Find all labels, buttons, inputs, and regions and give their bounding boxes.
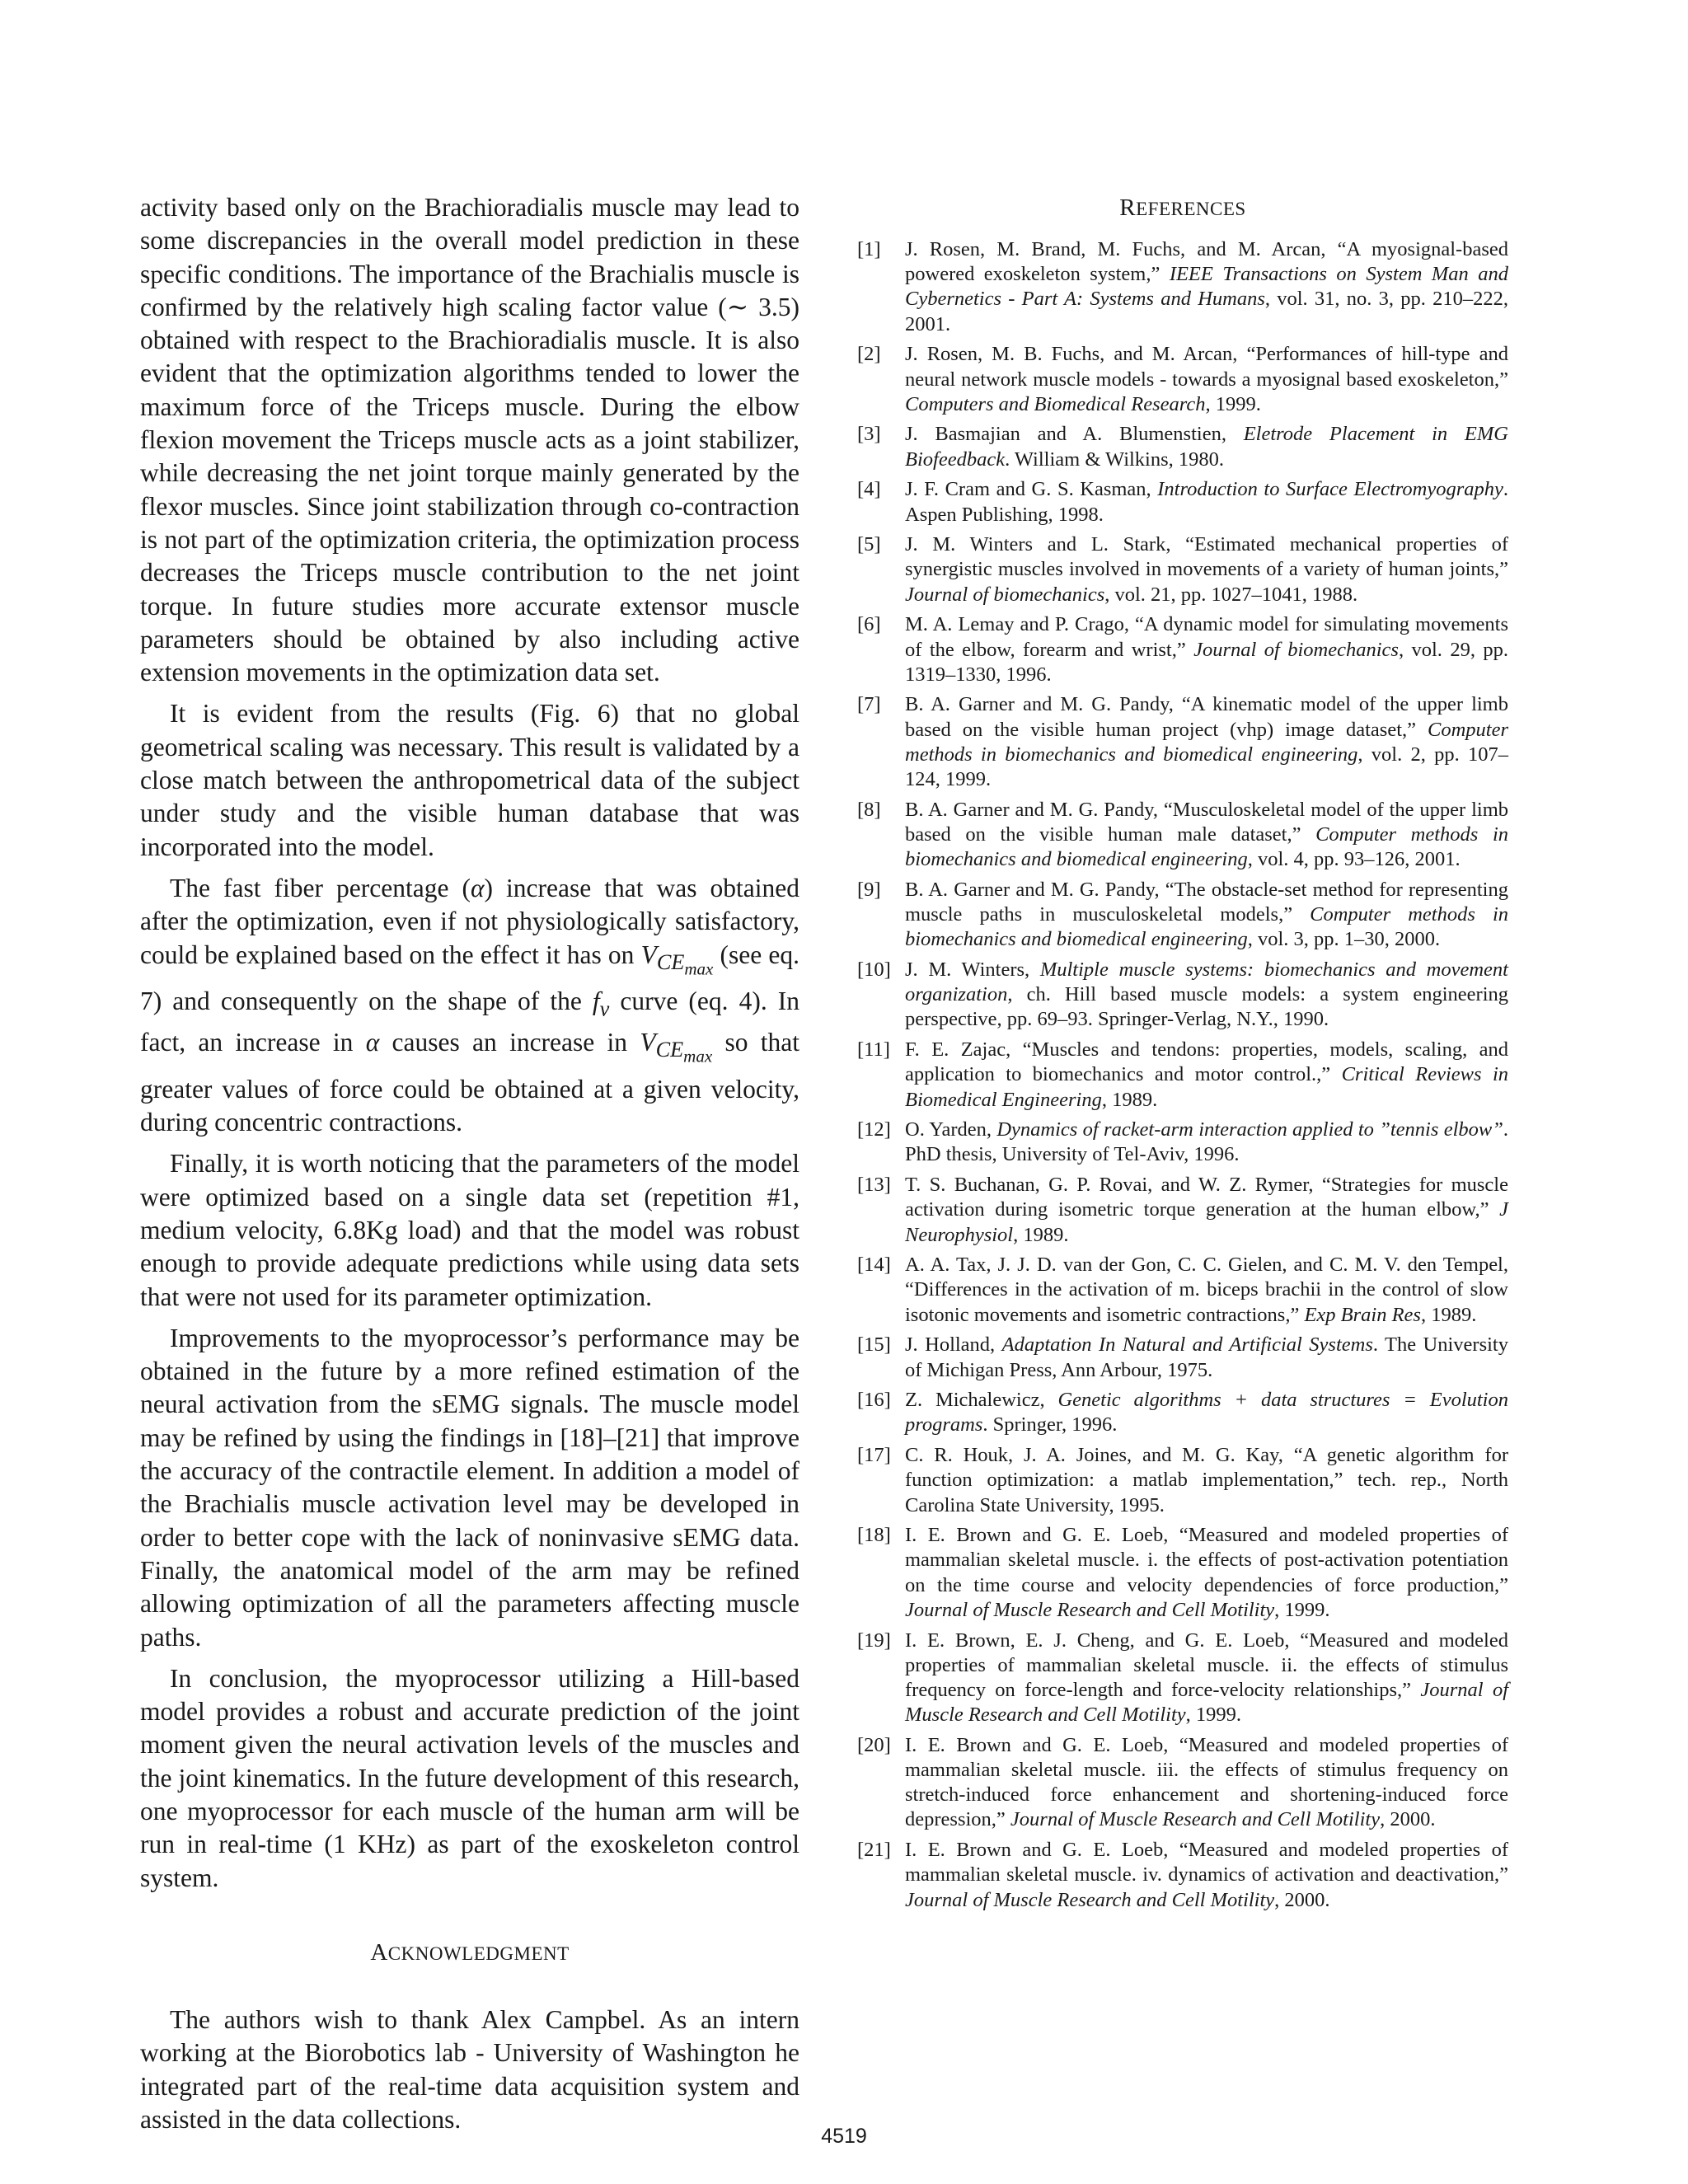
reference-item bbox=[857, 237, 1508, 337]
reference-authors-title: J. Rosen, M. Brand, M. Fuchs, and M. Arcan, “A myosignal-based powered exoskeleton system,” bbox=[905, 238, 1508, 286]
reference-venue: Eletrode Placement in EMG Biofeedback bbox=[905, 423, 1508, 471]
paragraph-3 bbox=[140, 872, 799, 1139]
reference-number: [19] bbox=[857, 1629, 891, 1652]
reference-item bbox=[857, 342, 1508, 417]
math-v: V bbox=[640, 1027, 656, 1057]
reference-number: [16] bbox=[857, 1389, 891, 1412]
reference-number: [14] bbox=[857, 1254, 891, 1277]
reference-venue: IEEE Transactions on System Man and Cybernetics - Part A: Systems and Humans bbox=[905, 263, 1508, 311]
reference-item bbox=[857, 1038, 1508, 1113]
reference-venue: Journal of biomechanics bbox=[905, 583, 1105, 606]
reference-details: , vol. 21, pp. 1027–1041, 1988. bbox=[1104, 583, 1358, 606]
reference-venue: Genetic algorithms + data structures = Evolution programs bbox=[905, 1389, 1508, 1436]
reference-authors-title: J. M. Winters and L. Stark, “Estimated mechanical properties of synergistic muscles involved in movements of a variety of human joints,” bbox=[905, 533, 1508, 581]
reference-text bbox=[905, 422, 1508, 471]
reference-authors-title: B. A. Garner and M. G. Pandy, “The obstacle-set method for representing muscle paths in musculoskeletal models,” bbox=[905, 878, 1508, 926]
reference-details: , 1999. bbox=[1185, 1704, 1242, 1727]
reference-item bbox=[857, 878, 1508, 953]
reference-number: [17] bbox=[857, 1444, 891, 1467]
reference-venue: Journal of Muscle Research and Cell Motility bbox=[905, 1888, 1275, 1911]
reference-text bbox=[905, 798, 1508, 873]
reference-number: [1] bbox=[857, 238, 881, 260]
reference-authors-title: C. R. Houk, J. A. Joines, and M. G. Kay, “A genetic algorithm for function optimization: a matlab implementation,” tech. rep., North Carolina State University, 1995. bbox=[905, 1444, 1508, 1516]
reference-authors-title: I. E. Brown and G. E. Loeb, “Measured and modeled properties of mammalian skeletal muscle. i. the effects of post-activation potentiation on the time course and velocity dependencies of force production,” bbox=[905, 1524, 1508, 1596]
reference-number: [12] bbox=[857, 1118, 891, 1141]
heading-rest: CKNOWLEDGMENT bbox=[387, 1943, 570, 1964]
reference-item bbox=[857, 1443, 1508, 1518]
right-column bbox=[857, 191, 1508, 1918]
reference-venue: Journal of Muscle Research and Cell Motility bbox=[1010, 1808, 1381, 1831]
reference-details: , 1999. bbox=[1205, 392, 1261, 415]
reference-text bbox=[905, 342, 1508, 417]
reference-venue: Computer methods in biomechanics and biomedical engineering bbox=[905, 718, 1508, 766]
reference-text bbox=[905, 1038, 1508, 1113]
paragraph-5: Improvements to the myoprocessor’s performance may be obtained in the future by a more refined estimation of the neural activation from the sEMG signals. The muscle model may be refined by using the findings in [18]–[21] that improve the accuracy of the contractile element. In addition a model of the Brachialis muscle activation level may be developed in order to better cope with the lack of noninvasive sEMG data. Finally, the anatomical model of the arm may be refined allowing optimization of all the parameters affecting muscle paths. bbox=[140, 1323, 799, 1652]
reference-authors-title: J. M. Winters, bbox=[905, 958, 1040, 981]
reference-text bbox=[905, 1523, 1508, 1623]
reference-venue: J Neurophysiol bbox=[905, 1198, 1508, 1246]
reference-item bbox=[857, 1838, 1508, 1913]
reference-text bbox=[905, 532, 1508, 607]
reference-number: [2] bbox=[857, 343, 881, 366]
reference-item bbox=[857, 1333, 1508, 1382]
reference-venue: Dynamics of racket-arm interaction applied to ”tennis elbow” bbox=[996, 1118, 1503, 1141]
reference-authors-title: I. E. Brown, E. J. Cheng, and G. E. Loeb, “Measured and modeled properties of mammalian skeletal muscle. ii. the effects of stimulus frequency on force-length and force-velocity relationships,” bbox=[905, 1629, 1508, 1701]
reference-item bbox=[857, 798, 1508, 873]
reference-item bbox=[857, 692, 1508, 792]
paragraph-2: It is evident from the results (Fig. 6) that no global geometrical scaling was necessary. This result is validated by a close match between the anthropometrical data of the subject under study and the visible human database that was incorporated into the model. bbox=[140, 699, 799, 861]
reference-authors-title: J. Holland, bbox=[905, 1333, 1002, 1357]
reference-details: . Springer, 1996. bbox=[982, 1413, 1118, 1436]
reference-venue: Computer methods in biomechanics and biomedical engineering bbox=[905, 903, 1508, 951]
reference-number: [15] bbox=[857, 1333, 891, 1357]
reference-number: [18] bbox=[857, 1524, 891, 1547]
reference-text bbox=[905, 878, 1508, 953]
reference-venue: Adaptation In Natural and Artificial Systems bbox=[1001, 1333, 1373, 1357]
references-heading bbox=[857, 191, 1508, 226]
reference-authors-title: B. A. Garner and M. G. Pandy, “A kinematic model of the upper limb based on the visible human project (vhp) image dataset,” bbox=[905, 693, 1508, 741]
reference-details: , 2000. bbox=[1380, 1808, 1436, 1831]
reference-number: [7] bbox=[857, 693, 881, 716]
reference-authors-title: O. Yarden, bbox=[905, 1118, 997, 1141]
math-sub: CE bbox=[656, 949, 685, 974]
paragraph-4: Finally, it is worth noticing that the parameters of the model were optimized based on a single data set (repetition #1, medium velocity, 6.8Kg load) and that the model was robust enough to provide adequate predictions while using data sets that were not used for its parameter optimization. bbox=[140, 1149, 799, 1311]
reference-venue: Journal of Muscle Research and Cell Motility bbox=[905, 1678, 1509, 1727]
reference-details: , 2000. bbox=[1274, 1888, 1330, 1911]
reference-details: , vol. 31, no. 3, pp. 210–222, 2001. bbox=[905, 288, 1508, 335]
p3-text: ) increase that was obtained after the optimization, even if not physiologically satisfactory, could be explained based on the effect it has on bbox=[140, 873, 799, 969]
reference-authors-title: M. A. Lemay and P. Crago, “A dynamic model for simulating movements of the elbow, forearm and wrist,” bbox=[905, 613, 1508, 661]
reference-authors-title: J. F. Cram and G. S. Kasman, bbox=[905, 478, 1158, 501]
math-subsub: max bbox=[683, 1046, 713, 1066]
reference-details: , vol. 4, pp. 93–126, 2001. bbox=[1247, 848, 1461, 871]
reference-details: . Aspen Publishing, 1998. bbox=[905, 478, 1509, 526]
reference-item bbox=[857, 958, 1508, 1033]
reference-venue: Exp Brain Res bbox=[1304, 1303, 1421, 1326]
reference-number: [11] bbox=[857, 1038, 890, 1062]
reference-details: . The University of Michigan Press, Ann Arbour, 1975. bbox=[905, 1333, 1508, 1381]
paragraph-6: In conclusion, the myoprocessor utilizing a Hill-based model provides a robust and accurate prediction of the joint moment given the neural activation levels of the muscles and the joint kinematics. In the future development of this research, one myoprocessor for each muscle of the human arm will be run in real-time (1 KHz) as part of the exoskeleton control system. bbox=[140, 1663, 799, 1892]
reference-text bbox=[905, 1733, 1508, 1833]
reference-venue: Computers and Biomedical Research bbox=[905, 392, 1206, 415]
reference-number: [5] bbox=[857, 533, 881, 556]
reference-venue: Computer methods in biomechanics and biomedical engineering bbox=[905, 823, 1508, 871]
math-alpha: α bbox=[470, 873, 485, 902]
reference-number: [21] bbox=[857, 1839, 891, 1862]
reference-number: [3] bbox=[857, 423, 881, 446]
reference-number: [10] bbox=[857, 958, 891, 981]
heading-cap: A bbox=[370, 1938, 388, 1966]
acknowledgment-heading bbox=[140, 1936, 799, 1971]
p3-text: The fast fiber percentage ( bbox=[170, 873, 471, 902]
reference-number: [6] bbox=[857, 613, 881, 636]
p3-text: so that greater values of force could be obtained at a given velocity, during concentric contractions. bbox=[140, 1027, 799, 1137]
reference-venue: Journal of Muscle Research and Cell Motility bbox=[905, 1598, 1275, 1621]
paragraph-1: activity based only on the Brachioradialis muscle may lead to some discrepancies in the overall model prediction in these specific conditions. The importance of the Brachialis muscle is confirmed by the relatively high scaling factor value (∼ 3.5) obtained with respect to the Brachioradialis muscle. It is also evident that the optimization algorithms tended to lower the maximum force of the Triceps muscle. During the elbow flexion movement the Triceps muscle acts as a joint stabilizer, while decreasing the net joint torque mainly generated by the flexor muscles. Since joint stabilization through co-contraction is not part of the optimization criteria, the optimization process decreases the Triceps muscle contribution to the net joint torque. In future studies more accurate extensor muscle parameters should be obtained by also including active extension movements in the optimization data set. bbox=[140, 193, 799, 687]
math-sub: v bbox=[599, 996, 610, 1021]
math-sub: CE bbox=[655, 1038, 684, 1062]
reference-authors-title: A. A. Tax, J. J. D. van der Gon, C. C. Gielen, and C. M. V. den Tempel, “Differences in the activation of m. biceps brachii in the control of slow isotonic movements and isometric contractions,” bbox=[905, 1254, 1508, 1326]
reference-details: , 1989. bbox=[1013, 1223, 1069, 1246]
reference-text bbox=[905, 958, 1508, 1033]
reference-details: , vol. 2, pp. 107–124, 1999. bbox=[905, 743, 1508, 791]
reference-authors-title: I. E. Brown and G. E. Loeb, “Measured and modeled properties of mammalian skeletal muscle. iii. the effects of stimulus frequency on stretch-induced force enhancement and shortening-induced force depression,” bbox=[905, 1733, 1508, 1831]
reference-item bbox=[857, 1733, 1508, 1833]
reference-details: , 1999. bbox=[1274, 1598, 1330, 1621]
reference-authors-title: I. E. Brown and G. E. Loeb, “Measured and modeled properties of mammalian skeletal muscle. iv. dynamics of activation and deactivation,” bbox=[905, 1839, 1508, 1886]
reference-authors-title: T. S. Buchanan, G. P. Rovai, and W. Z. Rymer, “Strategies for muscle activation during isometric torque generation at the human elbow,” bbox=[905, 1174, 1508, 1221]
reference-details: . William & Wilkins, 1980. bbox=[1005, 448, 1225, 471]
acknowledgment-text: The authors wish to thank Alex Campbel. As an intern working at the Biorobotics lab - University of Washington he integrated part of the real-time data acquisition system and assisted in the data collections. bbox=[140, 2004, 799, 2134]
reference-venue: Introduction to Surface Electromyography bbox=[1157, 478, 1503, 501]
reference-number: [20] bbox=[857, 1733, 891, 1756]
reference-item bbox=[857, 1523, 1508, 1623]
reference-item bbox=[857, 477, 1508, 527]
reference-venue: Multiple muscle systems: biomechanics and movement organization bbox=[905, 958, 1508, 1006]
reference-text bbox=[905, 237, 1508, 337]
reference-text bbox=[905, 1388, 1508, 1437]
reference-authors-title: J. Basmajian and A. Blumenstien, bbox=[905, 423, 1244, 446]
reference-authors-title: J. Rosen, M. B. Fuchs, and M. Arcan, “Performances of hill-type and neural network muscle models - towards a myosignal based exoskeleton,” bbox=[905, 343, 1508, 391]
reference-text bbox=[905, 1443, 1508, 1518]
reference-item bbox=[857, 1253, 1508, 1328]
reference-venue: Critical Reviews in Biomedical Engineering bbox=[905, 1063, 1509, 1111]
reference-item bbox=[857, 532, 1508, 607]
math-f: f bbox=[592, 987, 600, 1016]
reference-number: [4] bbox=[857, 478, 881, 501]
reference-item bbox=[857, 1629, 1508, 1728]
reference-item bbox=[857, 612, 1508, 687]
reference-text bbox=[905, 1838, 1508, 1913]
reference-authors-title: B. A. Garner and M. G. Pandy, “Musculoskeletal model of the upper limb based on the visible human male dataset,” bbox=[905, 798, 1508, 846]
reference-details: , 1989. bbox=[1101, 1088, 1158, 1111]
left-column bbox=[140, 191, 799, 2144]
reference-item bbox=[857, 1388, 1508, 1437]
reference-item bbox=[857, 422, 1508, 471]
p3-text: (see eq. 7) and consequently on the shape of the bbox=[140, 940, 799, 1016]
reference-list bbox=[857, 237, 1508, 1913]
reference-details: , vol. 3, pp. 1–30, 2000. bbox=[1247, 928, 1441, 951]
reference-details: , vol. 29, pp. 1319–1330, 1996. bbox=[905, 638, 1508, 686]
p3-text: curve (eq. 4). In fact, an increase in bbox=[140, 987, 800, 1057]
reference-authors-title: F. E. Zajac, “Muscles and tendons: properties, models, scaling, and application to biomechanics and motor control.,” bbox=[905, 1038, 1508, 1086]
p3-text: causes an increase in bbox=[379, 1027, 640, 1057]
reference-details: . PhD thesis, University of Tel-Aviv, 1996. bbox=[905, 1118, 1508, 1166]
heading-rest: EFERENCES bbox=[1136, 199, 1246, 219]
math-v: V bbox=[640, 940, 657, 969]
reference-item bbox=[857, 1118, 1508, 1167]
reference-authors-title: Z. Michalewicz, bbox=[905, 1389, 1058, 1412]
reference-text bbox=[905, 692, 1508, 792]
reference-number: [9] bbox=[857, 878, 881, 901]
reference-text bbox=[905, 477, 1508, 527]
reference-text bbox=[905, 1118, 1508, 1167]
math-subsub: max bbox=[684, 958, 714, 979]
reference-text bbox=[905, 1253, 1508, 1328]
reference-text bbox=[905, 612, 1508, 687]
reference-text bbox=[905, 1629, 1508, 1728]
reference-number: [13] bbox=[857, 1174, 891, 1197]
reference-text bbox=[905, 1333, 1508, 1382]
page-number: 4519 bbox=[821, 2125, 867, 2148]
reference-details: , ch. Hill based muscle models: a system engineering perspective, pp. 69–93. Springer-Verlag, N.Y., 1990. bbox=[905, 983, 1508, 1031]
reference-number: [8] bbox=[857, 798, 881, 821]
reference-venue: Journal of biomechanics bbox=[1193, 638, 1399, 661]
heading-cap: R bbox=[1119, 194, 1137, 221]
reference-item bbox=[857, 1173, 1508, 1248]
reference-text bbox=[905, 1173, 1508, 1248]
reference-details: , 1989. bbox=[1420, 1303, 1477, 1326]
math-alpha: α bbox=[365, 1027, 380, 1057]
